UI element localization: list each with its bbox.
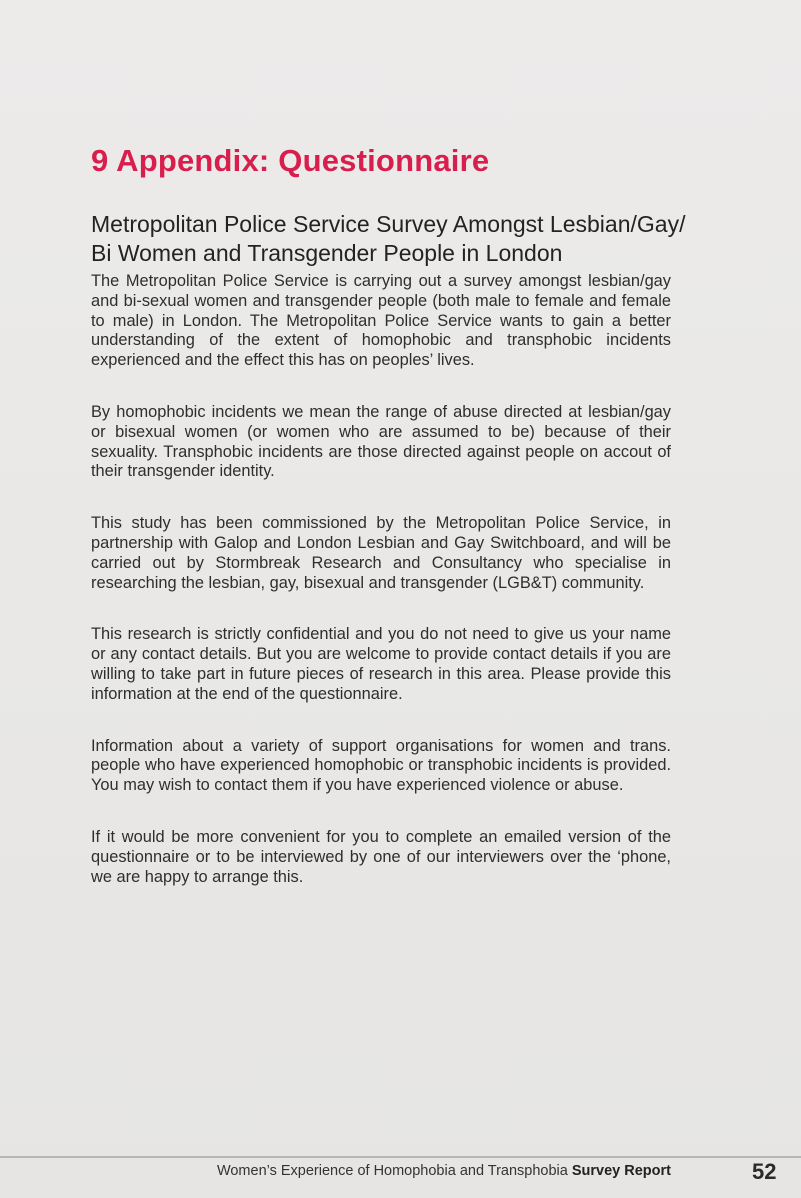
- page-number: 52: [752, 1159, 777, 1184]
- survey-heading-line-2: Bi Women and Transgender People in London: [91, 240, 563, 266]
- chapter-title: 9 Appendix: Questionnaire: [91, 143, 490, 178]
- survey-heading: [91, 210, 691, 268]
- paragraph-commissioning: This study has been commissioned by the Metropolitan Police Service, in partnership with Galop and London Lesbian and Gay Switchboard, and will be carried out by Stormbreak Research and Consultancy who specialise in researching the lesbian, gay, bisexual and transgender (LGB&T) community.: [91, 514, 671, 592]
- body-text: [91, 272, 671, 919]
- footer-title-text: Women’s Experience of Homophobia and Transphobia: [216, 1163, 568, 1179]
- footer-report-title: [217, 1163, 671, 1179]
- paragraph-definitions: By homophobic incidents we mean the range of abuse directed at lesbian/gay or bisexual women (or women who are assumed to be) because of their sexuality. Transphobic incidents are those directed against people on accout of their transgender identity.: [91, 402, 671, 481]
- footer-divider: [0, 1156, 801, 1158]
- paragraph-survey-intro: The Metropolitan Police Service is carrying out a survey amongst lesbian/gay and bi-sexual women and transgender people (both male to female and female to male) in London. The Metropolitan Police Service wants to gain a better understanding of the extent of homophobic and transphobic incidents experienced and the effect this has on peoples’ lives.: [91, 272, 671, 370]
- paragraph-alternatives: If it would be more convenient for you to complete an emailed version of the questionnaire or to be interviewed by one of our interviewers over the ‘phone, we are happy to arrange this.: [91, 827, 671, 886]
- footer-title-suffix: Survey Report: [571, 1163, 671, 1179]
- survey-heading-line-1: Metropolitan Police Service Survey Amongst Lesbian/Gay/: [91, 211, 686, 237]
- paragraph-confidentiality: This research is strictly confidential and you do not need to give us your name or any contact details. But you are welcome to provide contact details if you are willing to take part in future pieces of research in this area. Please provide this information at the end of the questionnaire.: [91, 625, 671, 703]
- paragraph-support-info: Information about a variety of support organisations for women and trans. people who have experienced homophobic or transphobic incidents is provided. You may wish to contact them if you have experienced violence or abuse.: [91, 736, 671, 795]
